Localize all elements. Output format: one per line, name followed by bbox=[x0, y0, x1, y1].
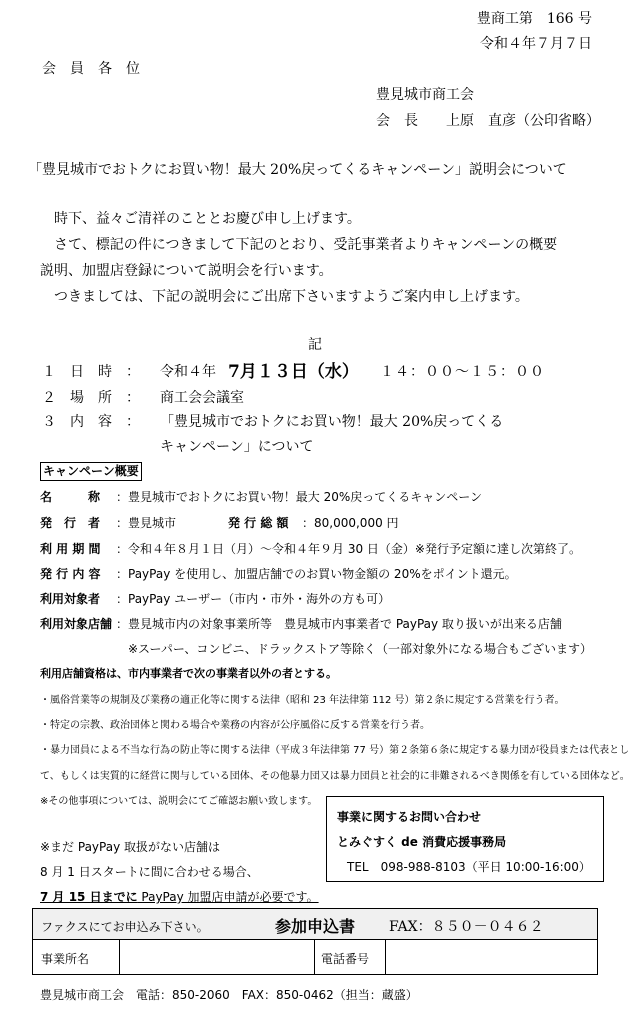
body-line: つきましては、下記の説明会にご出席下さいますようご案内申し上げます。 bbox=[54, 289, 529, 305]
schedule-era: 令和４年 bbox=[160, 364, 216, 380]
schedule-content-label: ３ 内 容 ： bbox=[42, 414, 140, 430]
sender-president: 会 長 上原 直彦（公印省略） bbox=[376, 113, 600, 129]
overview-period-value: ：令和４年８月１日（月）～令和４年９月 30 日（金）※発行予定額に達し次第終了。 bbox=[116, 542, 581, 556]
paypay-deadline-text: PayPay 加盟店申請が必要です。 bbox=[137, 890, 319, 904]
contact-title: 事業に関するお問い合わせ bbox=[337, 810, 482, 824]
body-line: 時下、益々ご清祥のこととお慶び申し上げます。 bbox=[54, 211, 361, 227]
contact-office: とみぐすく de 消費応援事務局 bbox=[337, 835, 507, 849]
overview-issuer-value: ：豊見城市 bbox=[116, 516, 177, 530]
overview-name-value: ：豊見城市でおトクにお買い物！最大 20%戻ってくるキャンペーン bbox=[116, 490, 483, 504]
form-title: 参加申込書 bbox=[275, 917, 356, 936]
overview-amount-value: ：80,000,000 円 bbox=[302, 516, 399, 530]
paypay-note-deadline bbox=[40, 888, 319, 905]
document-date: 令和４年７月７日 bbox=[480, 36, 592, 52]
form-office-label-cell bbox=[32, 939, 120, 975]
body-line: 説明、加盟店登録について説明会を行います。 bbox=[40, 263, 333, 279]
footer-contact: 豊見城市商工会 電話：850-2060 FAX：850-0462（担当：蔵盛） bbox=[40, 988, 418, 1002]
paypay-deadline-date: 7 月 15 日までに bbox=[40, 890, 138, 904]
overview-issuer-label: 発 行 者 bbox=[40, 516, 101, 530]
form-header-row bbox=[32, 908, 598, 940]
schedule-date-label: １ 日 時 ： bbox=[42, 364, 140, 380]
ki-mark: 記 bbox=[308, 337, 322, 353]
overview-stores-value: ：豊見城市内の対象事業所等 豊見城市内事業者で PayPay 取り扱いが出来る店舗 bbox=[116, 617, 562, 631]
overview-target-value: ：PayPay ユーザー（市内・市外・海外の方も可） bbox=[116, 592, 391, 606]
overview-content-value: ：PayPay を使用し、加盟店舗でのお買い物金額の 20%をポイント還元。 bbox=[116, 567, 517, 581]
overview-name-label: 名 称 bbox=[40, 490, 101, 504]
document-number: 豊商工第 166 号 bbox=[476, 11, 592, 27]
overview-heading: キャンペーン概要 bbox=[40, 462, 142, 481]
contact-box bbox=[326, 796, 604, 882]
overview-bullet: ・暴力団員による不当な行為の防止等に関する法律（平成３年法律第 77 号）第２条第６条に規定する暴力団が役員または代表とし bbox=[40, 745, 630, 756]
sender-org: 豊見城市商工会 bbox=[376, 87, 474, 103]
form-phone-label: 電話番号 bbox=[321, 952, 370, 966]
overview-qualify: 利用店舗資格は、市内事業者で次の事業者以外の者とする。 bbox=[40, 667, 337, 680]
schedule-day: 7月１３日（水） bbox=[228, 362, 359, 382]
form-office-label: 事業所名 bbox=[41, 952, 90, 966]
overview-stores-label: 利用対象店舗 bbox=[40, 617, 113, 631]
body-line: さて、標記の件につきまして下記のとおり、受託事業者よりキャンペーンの概要 bbox=[54, 237, 558, 253]
schedule-content-value: 「豊見城市でおトクにお買い物！最大 20%戻ってくる bbox=[160, 414, 504, 430]
paypay-note: ※まだ PayPay 取扱がない店舗は bbox=[40, 840, 220, 854]
overview-target-label: 利用対象者 bbox=[40, 592, 101, 606]
overview-bullet: て、もしくは実質的に経営に関与している団体、その他暴力団又は暴力団員と社会的に非難されるべき関係を有している団体など。 bbox=[40, 771, 630, 782]
schedule-time: １４：００～１５：００ bbox=[380, 364, 545, 380]
overview-stores-note: ※スーパー、コンビニ、ドラックストア等除く（一部対象外になる場合もございます） bbox=[128, 642, 593, 656]
overview-content-label: 発 行 内 容 bbox=[40, 567, 101, 581]
form-phone-label-cell bbox=[314, 939, 386, 975]
schedule-place-label: ２ 場 所 ： bbox=[42, 390, 140, 406]
schedule-content-value: キャンペーン」について bbox=[160, 439, 314, 455]
schedule-date-value bbox=[160, 357, 545, 382]
paypay-note: 8 月 1 日スタートに間に合わせる場合、 bbox=[40, 865, 259, 879]
overview-amount-label: 発 行 総 額 bbox=[228, 516, 289, 530]
addressee: 会 員 各 位 bbox=[42, 61, 140, 77]
contact-tel: TEL 098-988-8103（平日 10:00-16:00） bbox=[347, 860, 591, 874]
form-phone-input[interactable] bbox=[385, 939, 598, 975]
overview-period-label: 利 用 期 間 bbox=[40, 542, 101, 556]
overview-other: ※その他事項については、説明会にてご確認お願い致します。 bbox=[40, 796, 318, 807]
page-title: 「豊見城市でおトクにお買い物！最大 20%戻ってくるキャンペーン」説明会について bbox=[28, 162, 567, 178]
form-fax-number: FAX：８５０－０４６２ bbox=[389, 919, 544, 935]
form-fax-note: ファクスにてお申込み下さい。 bbox=[41, 920, 209, 934]
overview-bullet: ・特定の宗教、政治団体と関わる場合や業務の内容が公序風俗に反する営業を行う者。 bbox=[40, 720, 430, 731]
form-office-input[interactable] bbox=[119, 939, 315, 975]
schedule-place-value: 商工会会議室 bbox=[160, 390, 244, 406]
overview-bullet: ・風俗営業等の規制及び業務の適正化等に関する法律（昭和 23 年法律第 112 号）第２条に規定する営業を行う者。 bbox=[40, 695, 565, 706]
